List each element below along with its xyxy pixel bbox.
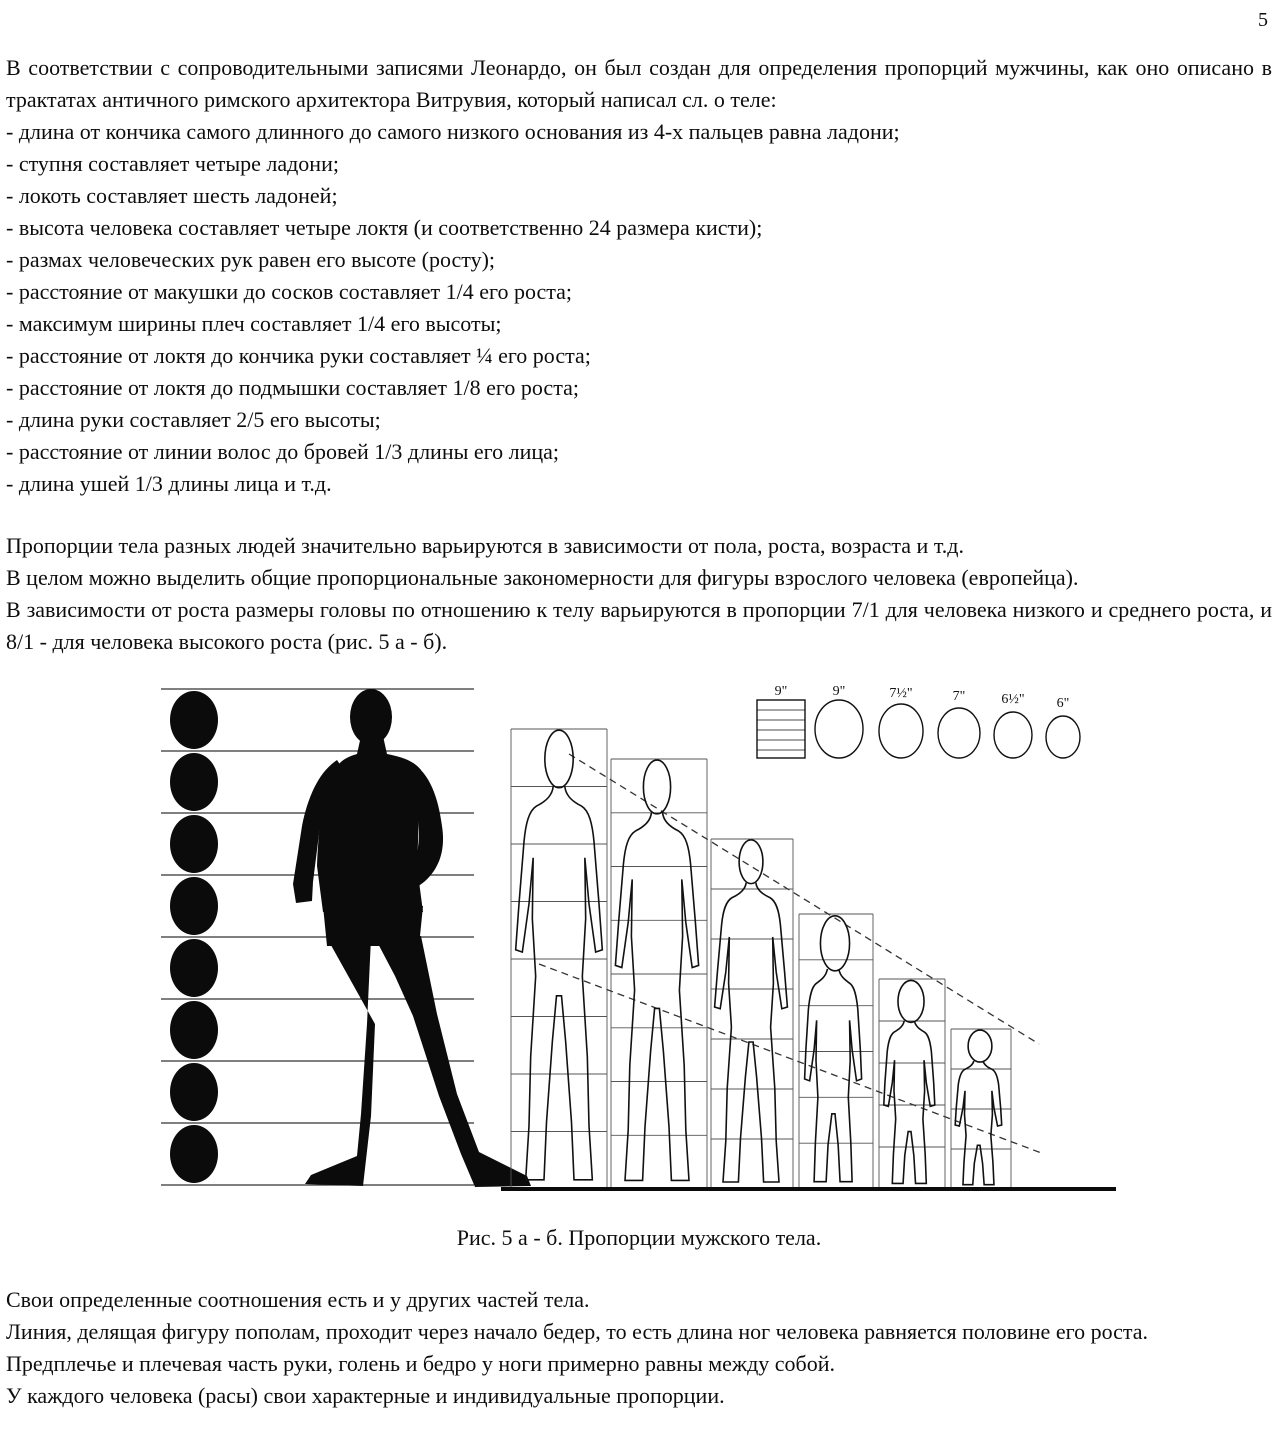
list-item: - ступня составляет четыре ладони; [6,151,339,176]
paragraph: В целом можно выделить общие пропорциональные закономерности для фигуры взрослого человека (европейца). [6,565,1079,590]
head-label: 7" [952,689,966,704]
proportions-list [6,116,1272,500]
man-silhouette [293,689,531,1187]
page-number: 5 [1258,9,1268,31]
list-item: - локоть составляет шесть ладоней; [6,183,338,208]
paragraph: Свои определенные соотношения есть и у других частей тела. [6,1287,590,1312]
list-item: - длина ушей 1/3 длины лица и т.д. [6,471,332,496]
list-item: - размах человеческих рук равен его высоте (росту); [6,247,496,272]
head-label: 9" [774,684,788,699]
head-label: 7½" [889,686,913,701]
paragraph: В зависимости от роста размеры головы по отношению к телу варьируются в пропорции 7/1 для человека низкого и среднего роста, и 8/1 - для человека высокого роста (рис. 5 а - б). [6,597,1272,654]
paragraph: Предплечье и плечевая часть руки, голень и бедро у ноги примерно равны между собой. [6,1351,836,1376]
head-label: 9" [832,684,846,699]
list-item: - высота человека составляет четыре локтя (и соответственно 24 размера кисти); [6,215,763,240]
body-proportions-figure-image [139,684,1139,1204]
closing-paragraphs [6,1284,1272,1412]
list-item: - расстояние от локтя до подмышки составляет 1/8 его роста; [6,375,579,400]
list-item: - расстояние от линии волос до бровей 1/3 длины его лица; [6,439,560,464]
paragraph: У каждого человека (расы) свои характерные и индивидуальные пропорции. [6,1383,725,1408]
head-size-labels [775,684,1070,711]
middle-paragraphs [6,530,1272,658]
intro-paragraph: В соответствии с сопроводительными записями Леонардо, он был создан для определения пропорций мужчины, как оно описано в трактатах античного римского архитектора Витрувия, который написал сл. о теле: [6,55,1272,112]
figure-5 [6,684,1272,1254]
paragraph: Пропорции тела разных людей значительно варьируются в зависимости от пола, роста, возраста и т.д. [6,533,964,558]
figure-caption: Рис. 5 а - б. Пропорции мужского тела. [456,1225,822,1250]
list-item: - расстояние от макушки до сосков составляет 1/4 его роста; [6,279,573,304]
ground-baseline [501,1187,1116,1191]
head-label: 6½" [1001,692,1025,707]
proportion-grid-columns [511,729,1011,1189]
head-label: 6" [1056,696,1070,711]
list-item: - длина руки составляет 2/5 его высоты; [6,407,381,432]
list-item: - максимум ширины плеч составляет 1/4 его высоты; [6,311,502,336]
list-item: - длина от кончика самого длинного до самого низкого основания из 4-х пальцев равна ладони; [6,119,900,144]
list-item: - расстояние от локтя до кончика руки составляет ¼ его роста; [6,343,591,368]
dashed-comparison-lines [539,754,1044,1154]
paragraph: Линия, делящая фигуру пополам, проходит через начало бедер, то есть длина ног человека равняется половине его роста. [6,1319,1149,1344]
comparison-figures [516,730,1002,1185]
head-size-row [757,700,1080,758]
